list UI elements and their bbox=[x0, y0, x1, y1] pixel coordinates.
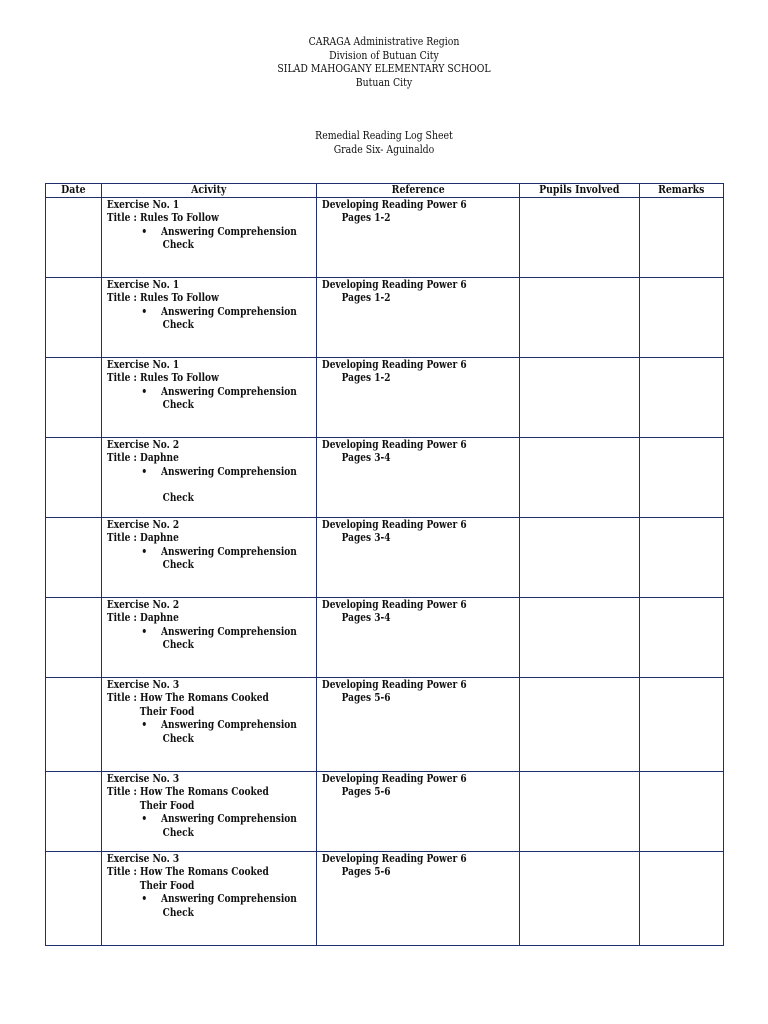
document-title: Remedial Reading Log Sheet bbox=[315, 129, 453, 142]
bullet-icon: • bbox=[141, 624, 148, 638]
reference-cell bbox=[317, 438, 520, 518]
bullet-item-continued: Check bbox=[162, 238, 194, 252]
date-cell[interactable] bbox=[46, 772, 102, 852]
table-row bbox=[46, 438, 724, 518]
table-row bbox=[46, 358, 724, 438]
activity-cell bbox=[102, 198, 317, 278]
bullet-item-text: Answering Comprehension bbox=[161, 812, 297, 826]
remarks-cell[interactable] bbox=[640, 852, 724, 946]
reference-book: Developing Reading Power 6 bbox=[321, 678, 467, 691]
exercise-number: Exercise No. 2 bbox=[106, 438, 180, 451]
exercise-number: Exercise No. 1 bbox=[106, 358, 180, 371]
bullet-item-continued: Check bbox=[162, 491, 194, 505]
reference-book: Developing Reading Power 6 bbox=[321, 438, 467, 451]
pupils-involved-cell[interactable] bbox=[520, 278, 640, 358]
exercise-number: Exercise No. 1 bbox=[106, 198, 180, 211]
date-cell[interactable] bbox=[46, 518, 102, 598]
activity-bullet-item bbox=[102, 224, 297, 238]
activity-bullet-item bbox=[102, 812, 297, 826]
reference-book: Developing Reading Power 6 bbox=[321, 598, 467, 611]
reference-cell bbox=[317, 358, 520, 438]
bullet-item-continued: Check bbox=[162, 825, 194, 839]
bullet-icon: • bbox=[141, 544, 148, 558]
activity-cell bbox=[102, 772, 317, 852]
bullet-item-text: Answering Comprehension bbox=[161, 624, 297, 638]
bullet-item-continued: Check bbox=[162, 398, 194, 412]
remarks-cell[interactable] bbox=[640, 678, 724, 772]
bullet-item-continued: Check bbox=[162, 558, 194, 572]
exercise-number: Exercise No. 3 bbox=[106, 772, 180, 785]
date-cell[interactable] bbox=[46, 198, 102, 278]
bullet-item-continued: Check bbox=[162, 731, 194, 745]
remarks-cell[interactable] bbox=[640, 198, 724, 278]
reference-pages: Pages 3-4 bbox=[341, 611, 391, 625]
table-row bbox=[46, 518, 724, 598]
activity-title-continued: Their Food bbox=[139, 878, 195, 892]
bullet-item-text: Answering Comprehension bbox=[161, 464, 297, 478]
bullet-item-text: Answering Comprehension bbox=[161, 304, 297, 318]
activity-bullet-item bbox=[102, 718, 297, 732]
bullet-item-continued: Check bbox=[162, 638, 194, 652]
pupils-involved-cell[interactable] bbox=[520, 852, 640, 946]
bullet-icon: • bbox=[141, 812, 148, 826]
date-cell[interactable] bbox=[46, 852, 102, 946]
pupils-involved-cell[interactable] bbox=[520, 198, 640, 278]
activity-title: Title : Daphne bbox=[106, 531, 179, 545]
pupils-involved-cell[interactable] bbox=[520, 772, 640, 852]
pupils-involved-cell[interactable] bbox=[520, 598, 640, 678]
bullet-icon: • bbox=[141, 718, 148, 732]
activity-title: Title : How The Romans Cooked bbox=[106, 691, 269, 705]
bullet-item-text: Answering Comprehension bbox=[161, 892, 297, 906]
activity-cell bbox=[102, 278, 317, 358]
reference-cell bbox=[317, 278, 520, 358]
activity-bullet-item bbox=[102, 892, 297, 906]
activity-title: Title : Daphne bbox=[106, 611, 179, 625]
activity-cell bbox=[102, 852, 317, 946]
activity-title: Title : How The Romans Cooked bbox=[106, 865, 269, 879]
pupils-involved-cell[interactable] bbox=[520, 358, 640, 438]
region-line: CARAGA Administrative Region bbox=[308, 35, 460, 48]
reference-cell bbox=[317, 518, 520, 598]
remarks-cell[interactable] bbox=[640, 772, 724, 852]
table-row bbox=[46, 598, 724, 678]
column-header-pupils: Pupils Involved bbox=[520, 184, 640, 198]
reference-pages: Pages 5-6 bbox=[341, 691, 391, 705]
activity-bullet-item bbox=[102, 464, 297, 478]
bullet-icon: • bbox=[141, 892, 148, 906]
activity-title: Title : Rules To Follow bbox=[106, 211, 219, 225]
date-cell[interactable] bbox=[46, 598, 102, 678]
exercise-number: Exercise No. 2 bbox=[106, 518, 180, 531]
bullet-item-text: Answering Comprehension bbox=[161, 718, 297, 732]
table-row bbox=[46, 278, 724, 358]
reference-cell bbox=[317, 678, 520, 772]
bullet-item-text: Answering Comprehension bbox=[161, 384, 297, 398]
activity-cell bbox=[102, 518, 317, 598]
table-row bbox=[46, 852, 724, 946]
activity-bullet-item bbox=[102, 384, 297, 398]
reference-cell bbox=[317, 598, 520, 678]
activity-title: Title : Rules To Follow bbox=[106, 371, 219, 385]
document-title-block bbox=[0, 129, 768, 157]
pupils-involved-cell[interactable] bbox=[520, 438, 640, 518]
bullet-icon: • bbox=[141, 224, 148, 238]
reference-book: Developing Reading Power 6 bbox=[321, 278, 467, 291]
reference-book: Developing Reading Power 6 bbox=[321, 358, 467, 371]
bullet-item-continued: Check bbox=[162, 905, 194, 919]
reference-book: Developing Reading Power 6 bbox=[321, 518, 467, 531]
remarks-cell[interactable] bbox=[640, 358, 724, 438]
activity-title: Title : Daphne bbox=[106, 451, 179, 465]
column-header-activity: Acivity bbox=[102, 184, 317, 198]
reference-cell bbox=[317, 772, 520, 852]
activity-cell bbox=[102, 678, 317, 772]
remarks-cell[interactable] bbox=[640, 438, 724, 518]
remarks-cell[interactable] bbox=[640, 278, 724, 358]
reference-pages: Pages 5-6 bbox=[341, 865, 391, 879]
bullet-item-text: Answering Comprehension bbox=[161, 224, 297, 238]
reference-pages: Pages 3-4 bbox=[341, 531, 391, 545]
bullet-icon: • bbox=[141, 464, 148, 478]
exercise-number: Exercise No. 2 bbox=[106, 598, 180, 611]
remarks-cell[interactable] bbox=[640, 518, 724, 598]
activity-title: Title : How The Romans Cooked bbox=[106, 785, 269, 799]
exercise-number: Exercise No. 1 bbox=[106, 278, 180, 291]
column-header-remarks: Remarks bbox=[640, 184, 724, 198]
reading-log-table bbox=[45, 183, 724, 946]
document-header bbox=[0, 35, 768, 89]
bullet-item-continued: Check bbox=[162, 318, 194, 332]
date-cell[interactable] bbox=[46, 438, 102, 518]
pupils-involved-cell[interactable] bbox=[520, 678, 640, 772]
reference-pages: Pages 1-2 bbox=[341, 211, 391, 225]
table-header-row bbox=[46, 184, 724, 198]
activity-title-continued: Their Food bbox=[139, 704, 195, 718]
reference-book: Developing Reading Power 6 bbox=[321, 852, 467, 865]
division-line: Division of Butuan City bbox=[329, 48, 439, 62]
exercise-number: Exercise No. 3 bbox=[106, 852, 180, 865]
reference-pages: Pages 3-4 bbox=[341, 451, 391, 465]
activity-bullet-item bbox=[102, 624, 297, 638]
table-row bbox=[46, 678, 724, 772]
activity-title-continued: Their Food bbox=[139, 798, 195, 812]
remarks-cell[interactable] bbox=[640, 598, 724, 678]
pupils-involved-cell[interactable] bbox=[520, 518, 640, 598]
reference-cell bbox=[317, 198, 520, 278]
bullet-item-text: Answering Comprehension bbox=[161, 544, 297, 558]
activity-cell bbox=[102, 358, 317, 438]
column-header-date: Date bbox=[46, 184, 102, 198]
grade-section: Grade Six- Aguinaldo bbox=[333, 143, 435, 156]
date-cell[interactable] bbox=[46, 278, 102, 358]
reference-cell bbox=[317, 852, 520, 946]
city-line: Butuan City bbox=[355, 75, 413, 89]
date-cell[interactable] bbox=[46, 358, 102, 438]
reference-pages: Pages 5-6 bbox=[341, 785, 391, 799]
activity-bullet-item bbox=[102, 304, 297, 318]
bullet-icon: • bbox=[141, 384, 148, 398]
table-row bbox=[46, 772, 724, 852]
reference-pages: Pages 1-2 bbox=[341, 291, 391, 305]
activity-bullet-item bbox=[102, 544, 297, 558]
exercise-number: Exercise No. 3 bbox=[106, 678, 180, 691]
reference-book: Developing Reading Power 6 bbox=[321, 772, 467, 785]
activity-cell bbox=[102, 598, 317, 678]
date-cell[interactable] bbox=[46, 678, 102, 772]
reference-pages: Pages 1-2 bbox=[341, 371, 391, 385]
activity-title: Title : Rules To Follow bbox=[106, 291, 219, 305]
school-name: SILAD MAHOGANY ELEMENTARY SCHOOL bbox=[277, 62, 491, 75]
bullet-icon: • bbox=[141, 304, 148, 318]
reference-book: Developing Reading Power 6 bbox=[321, 198, 467, 211]
activity-cell bbox=[102, 438, 317, 518]
column-header-reference: Reference bbox=[317, 184, 520, 198]
table-row bbox=[46, 198, 724, 278]
